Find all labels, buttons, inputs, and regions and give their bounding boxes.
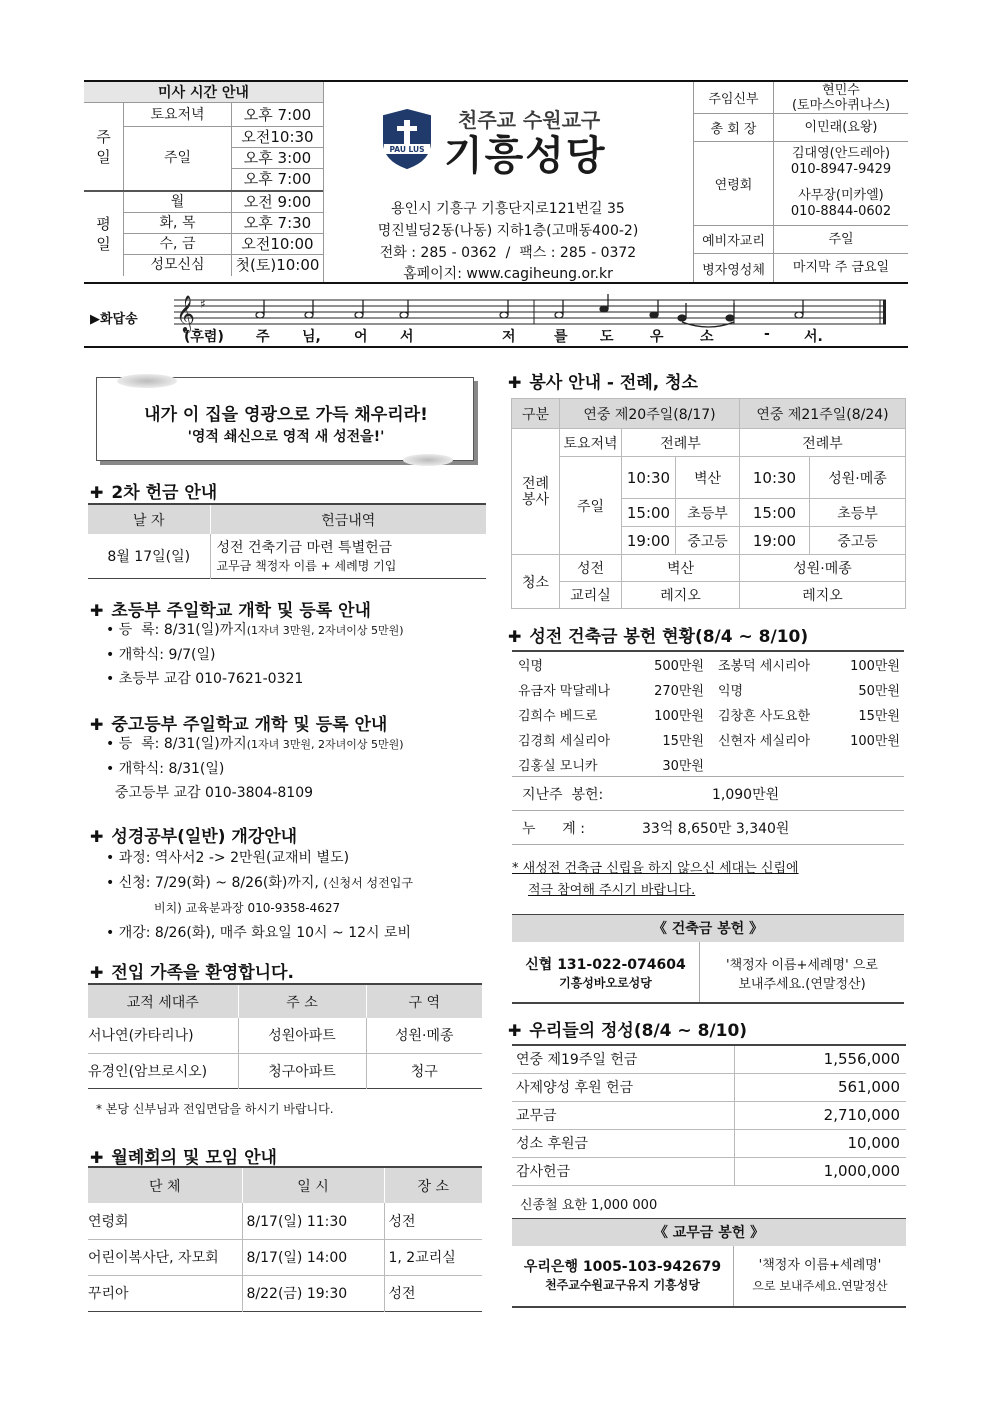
staff-role: 주임신부	[694, 82, 774, 113]
section-heading: 초등부 주일학교 개학 및 등록 안내	[111, 601, 371, 621]
account-number: 신협 131-022-074604	[525, 957, 686, 973]
offering-amount: 561,000	[837, 1078, 900, 1096]
list-item: • 등 록: 8/31(일)까지	[106, 622, 247, 638]
account-holder: 천주교수원교구유지 기흥성당	[545, 1278, 700, 1292]
donor-name: 유금자 막달레나	[518, 684, 611, 699]
mass-time: 오전10:00	[241, 235, 314, 253]
cross-icon: ✚	[90, 601, 104, 620]
section-heading: 중고등부 주일학교 개학 및 등록 안내	[111, 715, 388, 735]
offering-amount: 10,000	[847, 1134, 900, 1152]
table-cell: 레지오	[622, 582, 740, 609]
staff-name: 마지막 주 금요일	[792, 260, 890, 275]
table-cell: 19:00	[740, 527, 810, 555]
svg-text:♯: ♯	[200, 297, 206, 311]
row-label: 성전	[560, 555, 622, 582]
staff-role: 연령회	[694, 142, 774, 225]
table-cell: 10:30	[622, 457, 676, 499]
total-label: 누 계 :	[522, 820, 585, 837]
cloud-decoration-icon	[117, 374, 177, 388]
parish-logo-icon	[380, 108, 434, 170]
offering-table	[512, 1044, 906, 1186]
collection-desc: 성전 건축기금 마련 특별헌금	[216, 540, 393, 557]
notice-line: 적극 참여해 주시기 바랍니다.	[528, 883, 696, 898]
cleaning-label: 청소	[512, 555, 560, 609]
mass-day: 화, 목	[124, 213, 232, 233]
mass-time: 오후 7:00	[243, 170, 312, 188]
row-label: 교리실	[560, 582, 622, 609]
account-note: 으로 보내주세요.연말정산	[752, 1279, 888, 1293]
staff-name: 주일	[828, 232, 854, 247]
cross-icon: ✚	[508, 1021, 522, 1040]
sunday-label	[84, 103, 124, 190]
donor-name: 김창흔 사도요한	[718, 709, 811, 724]
donor-name: 익명	[718, 684, 744, 699]
cross-icon: ✚	[508, 627, 522, 646]
list-item: • 신청: 7/29(화) ~ 8/26(화)까지,	[106, 875, 319, 891]
account-holder: 기흥성바오로성당	[559, 976, 652, 990]
staff-name: 이민래(요왕)	[804, 120, 878, 135]
cross-icon: ✚	[90, 827, 104, 846]
bible-title	[90, 822, 297, 847]
cloud-decoration-icon	[403, 454, 453, 466]
collection-date: 8월 17일(일)	[88, 534, 210, 578]
staff-name: 김대영(안드레아) 010-8947-9429	[790, 146, 892, 177]
list-item: • 개강: 8/26(화), 매주 화요일 10시 ~ 12시 로비	[106, 925, 412, 941]
col-header: 교적 세대주	[88, 984, 238, 1018]
thanks-name: 신종철 요한 1,000 000	[520, 1198, 658, 1213]
cross-icon: ✚	[90, 963, 104, 982]
table-cell: 연령회	[88, 1203, 242, 1239]
donor-amount: 100만원	[850, 734, 900, 749]
mass-times	[84, 82, 324, 282]
table-cell: 8/17(일) 14:00	[242, 1239, 384, 1275]
list-item: 중고등부 교감 010-3804-8109	[106, 785, 314, 801]
lyric: 우	[650, 329, 664, 345]
logo-text: PAU LUS	[389, 145, 425, 154]
mass-day: 성모신심	[124, 255, 232, 276]
donor-name: 김희수 베드로	[518, 709, 598, 724]
account-note: '책정자 이름+세례명'	[758, 1258, 882, 1273]
col-header: 구분	[512, 399, 560, 429]
table-cell: 전례부	[740, 429, 906, 457]
staff-role: 병자영성체	[694, 254, 774, 282]
parish-header	[326, 86, 690, 280]
table-cell: 전례부	[622, 429, 740, 457]
lyric: 소	[700, 329, 714, 345]
donor-amount: 15만원	[858, 709, 900, 724]
svg-text:𝄞: 𝄞	[176, 294, 195, 332]
list-item-note: (1자녀 3만원, 2자녀이상 5만원)	[246, 738, 404, 751]
table-cell: 성원·메종	[740, 555, 906, 582]
donor-amount: 100만원	[654, 709, 704, 724]
table-cell: 어린이복사단, 자모회	[88, 1239, 242, 1275]
parish-name: 기흥성당	[444, 133, 607, 179]
parish-phone: 전화 : 285 - 0362 / 팩스 : 285 - 0372	[379, 245, 637, 261]
col-header: 단 체	[88, 1167, 242, 1203]
table-cell: 8/17(일) 11:30	[242, 1203, 384, 1239]
staff-role: 총 회 장	[694, 114, 774, 141]
motto-line2: '영적 쇄신으로 영적 새 성전을!'	[187, 429, 385, 445]
col-header: 일 시	[242, 1167, 384, 1203]
building-donors	[512, 650, 904, 845]
lyric: -	[764, 326, 770, 342]
last-week-value: 1,090만원	[712, 786, 780, 803]
psalm-lyrics	[184, 326, 904, 344]
col-header: 헌금내역	[321, 512, 376, 529]
section-heading: 2차 헌금 안내	[111, 483, 218, 503]
lyric: 서.	[804, 329, 823, 345]
offering-amount: 1,000,000	[823, 1162, 900, 1180]
last-week-label: 지난주 봉헌:	[522, 786, 604, 803]
col-header: 주 소	[238, 984, 366, 1018]
meetings-table	[88, 1166, 482, 1312]
list-item: 비치) 교육분과장 010-9358-4627	[154, 901, 341, 915]
account-number: 우리은행 1005-103-942679	[523, 1259, 722, 1275]
dues-account	[512, 1246, 906, 1308]
list-item: • 개학식: 8/31(일)	[106, 761, 225, 777]
table-cell: 중고등	[676, 527, 740, 555]
donor-amount: 100만원	[850, 659, 900, 674]
building-title	[508, 622, 808, 647]
section-heading: 전입 가족을 환영합니다.	[111, 963, 294, 983]
section-heading: 월례회의 및 모임 안내	[111, 1148, 277, 1168]
section-heading: 성전 건축금 봉헌 현황(8/4 ~ 8/10)	[529, 627, 809, 647]
liturgy-label: 전례 봉사	[512, 429, 560, 555]
offering-item: 성소 후원금	[512, 1129, 734, 1157]
newcomers-title	[90, 958, 294, 983]
offering-item: 연중 제19주일 헌금	[512, 1045, 734, 1073]
table-cell: 꾸리아	[88, 1275, 242, 1311]
row-label: 주일	[560, 457, 622, 555]
col-header: 장 소	[417, 1178, 449, 1195]
section-heading: 우리들의 정성(8/4 ~ 8/10)	[529, 1021, 748, 1041]
donor-name: 익명	[518, 659, 544, 674]
table-cell: 청구	[410, 1063, 438, 1080]
total-value: 33억 8,650만 3,340원	[642, 820, 790, 837]
service-title	[508, 368, 698, 393]
offering-item: 사제양성 후원 헌금	[512, 1073, 734, 1101]
staff-table	[693, 82, 908, 282]
mass-time: 첫(토)10:00	[235, 256, 320, 274]
donor-amount: 500만원	[654, 659, 704, 674]
lyric: (후렴)	[184, 329, 224, 345]
bible-list	[106, 846, 491, 946]
table-cell: 벽산	[622, 555, 740, 582]
donor-amount: 30만원	[662, 758, 704, 774]
middle-list	[106, 732, 486, 805]
table-cell: 성원·메종	[394, 1028, 454, 1045]
col-header: 연중 제20주일(8/17)	[560, 399, 740, 429]
newcomers-note: * 본당 신부님과 전입면담을 하시기 바랍니다.	[96, 1102, 334, 1116]
table-cell: 유경인(암브로시오)	[88, 1053, 238, 1088]
row-label: 토요저녁	[560, 429, 622, 457]
list-item: • 초등부 교감 010-7621-0321	[106, 671, 304, 687]
account-note: '책정자 이름+세례명' 으로	[726, 958, 878, 973]
offering-amount: 2,710,000	[823, 1106, 900, 1124]
donor-amount: 50만원	[858, 684, 900, 699]
second-collection-title	[90, 478, 217, 503]
building-notice	[512, 858, 799, 902]
table-cell: 성전	[388, 1213, 416, 1230]
table-cell: 벽산	[676, 457, 740, 499]
mass-time: 오전10:30	[232, 127, 323, 148]
col-header: 구 역	[408, 994, 440, 1011]
donor-name: 김경희 세실리아	[518, 734, 611, 749]
weekday-label-text: 평 일	[96, 215, 111, 253]
cross-icon: ✚	[90, 483, 104, 502]
building-account-title: 《 건축금 봉헌 》	[512, 914, 904, 942]
account-note: 보내주세요.(연말정산)	[738, 977, 866, 992]
lyric: 도	[600, 329, 614, 345]
psalm-label: ▶화답송	[90, 312, 138, 327]
offering-title	[508, 1016, 747, 1041]
table-cell: 성원아파트	[238, 1018, 366, 1053]
lyric: 님,	[302, 329, 321, 345]
lyric: 주	[256, 329, 270, 345]
newcomers-table	[88, 983, 482, 1089]
staff-name: 현민수 (토마스아퀴나스)	[791, 83, 891, 113]
table-cell: 성원·메종	[810, 457, 906, 499]
table-cell: 초등부	[676, 499, 740, 527]
mass-time: 오후 7:00	[243, 106, 312, 124]
offering-amount: 1,556,000	[823, 1050, 900, 1069]
list-item-note: (신청서 성전입구	[323, 876, 413, 890]
second-collection-table	[88, 503, 486, 579]
donor-amount: 270만원	[654, 684, 704, 699]
notice-line: * 새성전 건축금 신립을 하지 않으신 세대는 신립에	[512, 861, 799, 876]
psalm-music	[84, 286, 908, 348]
lyric: 저	[502, 329, 516, 345]
mass-day: 토요저녁	[124, 103, 232, 126]
weekday-label	[84, 192, 124, 276]
col-header: 날 자	[88, 504, 210, 534]
sunday-label-text: 주 일	[96, 127, 111, 166]
table-cell: 초등부	[810, 499, 906, 527]
table-cell: 1, 2교리실	[388, 1250, 456, 1266]
staff-role: 예비자교리	[694, 226, 774, 253]
mass-time: 오후 7:30	[243, 214, 312, 232]
mass-day: 수, 금	[124, 234, 232, 254]
staff-name: 사무장(미카엘) 010-8844-0602	[790, 188, 892, 219]
table-cell: 8/22(금) 19:30	[242, 1275, 384, 1311]
mass-day: 월	[124, 192, 232, 212]
list-item: • 개학식: 9/7(일)	[106, 647, 216, 663]
elementary-list	[106, 618, 486, 691]
cross-icon: ✚	[90, 715, 104, 734]
table-cell: 레지오	[740, 582, 906, 609]
cross-icon: ✚	[508, 373, 522, 392]
table-cell: 중고등	[810, 527, 906, 555]
mass-times-title: 미사 시간 안내	[84, 82, 323, 103]
table-cell: 청구아파트	[238, 1053, 366, 1088]
building-account	[512, 942, 904, 1004]
lyric: 를	[554, 329, 568, 345]
section-heading: 성경공부(일반) 개강안내	[111, 827, 298, 847]
lyric: 서	[400, 329, 414, 345]
table-cell: 15:00	[622, 499, 676, 527]
table-cell: 15:00	[740, 499, 810, 527]
mass-day: 주일	[124, 127, 232, 190]
donor-name: 김홍실 모니카	[518, 758, 598, 774]
lyric: 어	[354, 329, 368, 345]
motto-box	[96, 377, 474, 461]
table-cell: 10:30	[740, 457, 810, 499]
parish-homepage: 홈페이지: www.cagiheung.or.kr	[403, 266, 613, 282]
motto-line1: 내가 이 집을 영광으로 가득 채우리라!	[144, 405, 428, 425]
parish-address1: 용인시 기흥구 기흥단지로121번길 35	[391, 201, 625, 217]
offering-item: 감사헌금	[512, 1157, 734, 1185]
mass-time: 오후 3:00	[232, 148, 323, 169]
list-item-note: (1자녀 3만원, 2자녀이상 5만원)	[246, 624, 404, 637]
collection-desc-sub: 교무금 책정자 이름 + 세례명 기입	[216, 559, 397, 574]
donor-amount: 15만원	[662, 734, 704, 749]
donor-name: 조봉덕 세시리아	[718, 659, 811, 674]
col-header: 연중 제21주일(8/24)	[740, 399, 906, 429]
service-table	[511, 398, 906, 609]
list-item: • 과정: 역사서2 -> 2만원(교재비 별도)	[106, 850, 350, 866]
mass-time: 오전 9:00	[243, 193, 312, 211]
table-cell: 성전	[388, 1286, 416, 1302]
section-heading: 봉사 안내 - 전례, 청소	[529, 373, 698, 393]
dues-title: 《 교무금 봉헌 》	[512, 1218, 906, 1246]
cross-icon: ✚	[90, 1148, 104, 1167]
donor-name: 신현자 세실리아	[718, 734, 811, 749]
meetings-title	[90, 1143, 277, 1168]
table-cell: 19:00	[622, 527, 676, 555]
table-cell: 서나연(카타리나)	[88, 1018, 238, 1053]
offering-item: 교무금	[512, 1101, 734, 1129]
parish-address2: 명진빌딩2동(나동) 지하1층(고매동400-2)	[377, 223, 639, 239]
list-item: • 등 록: 8/31(일)까지	[106, 736, 247, 752]
diocese-name: 천주교 수원교구	[458, 108, 601, 132]
